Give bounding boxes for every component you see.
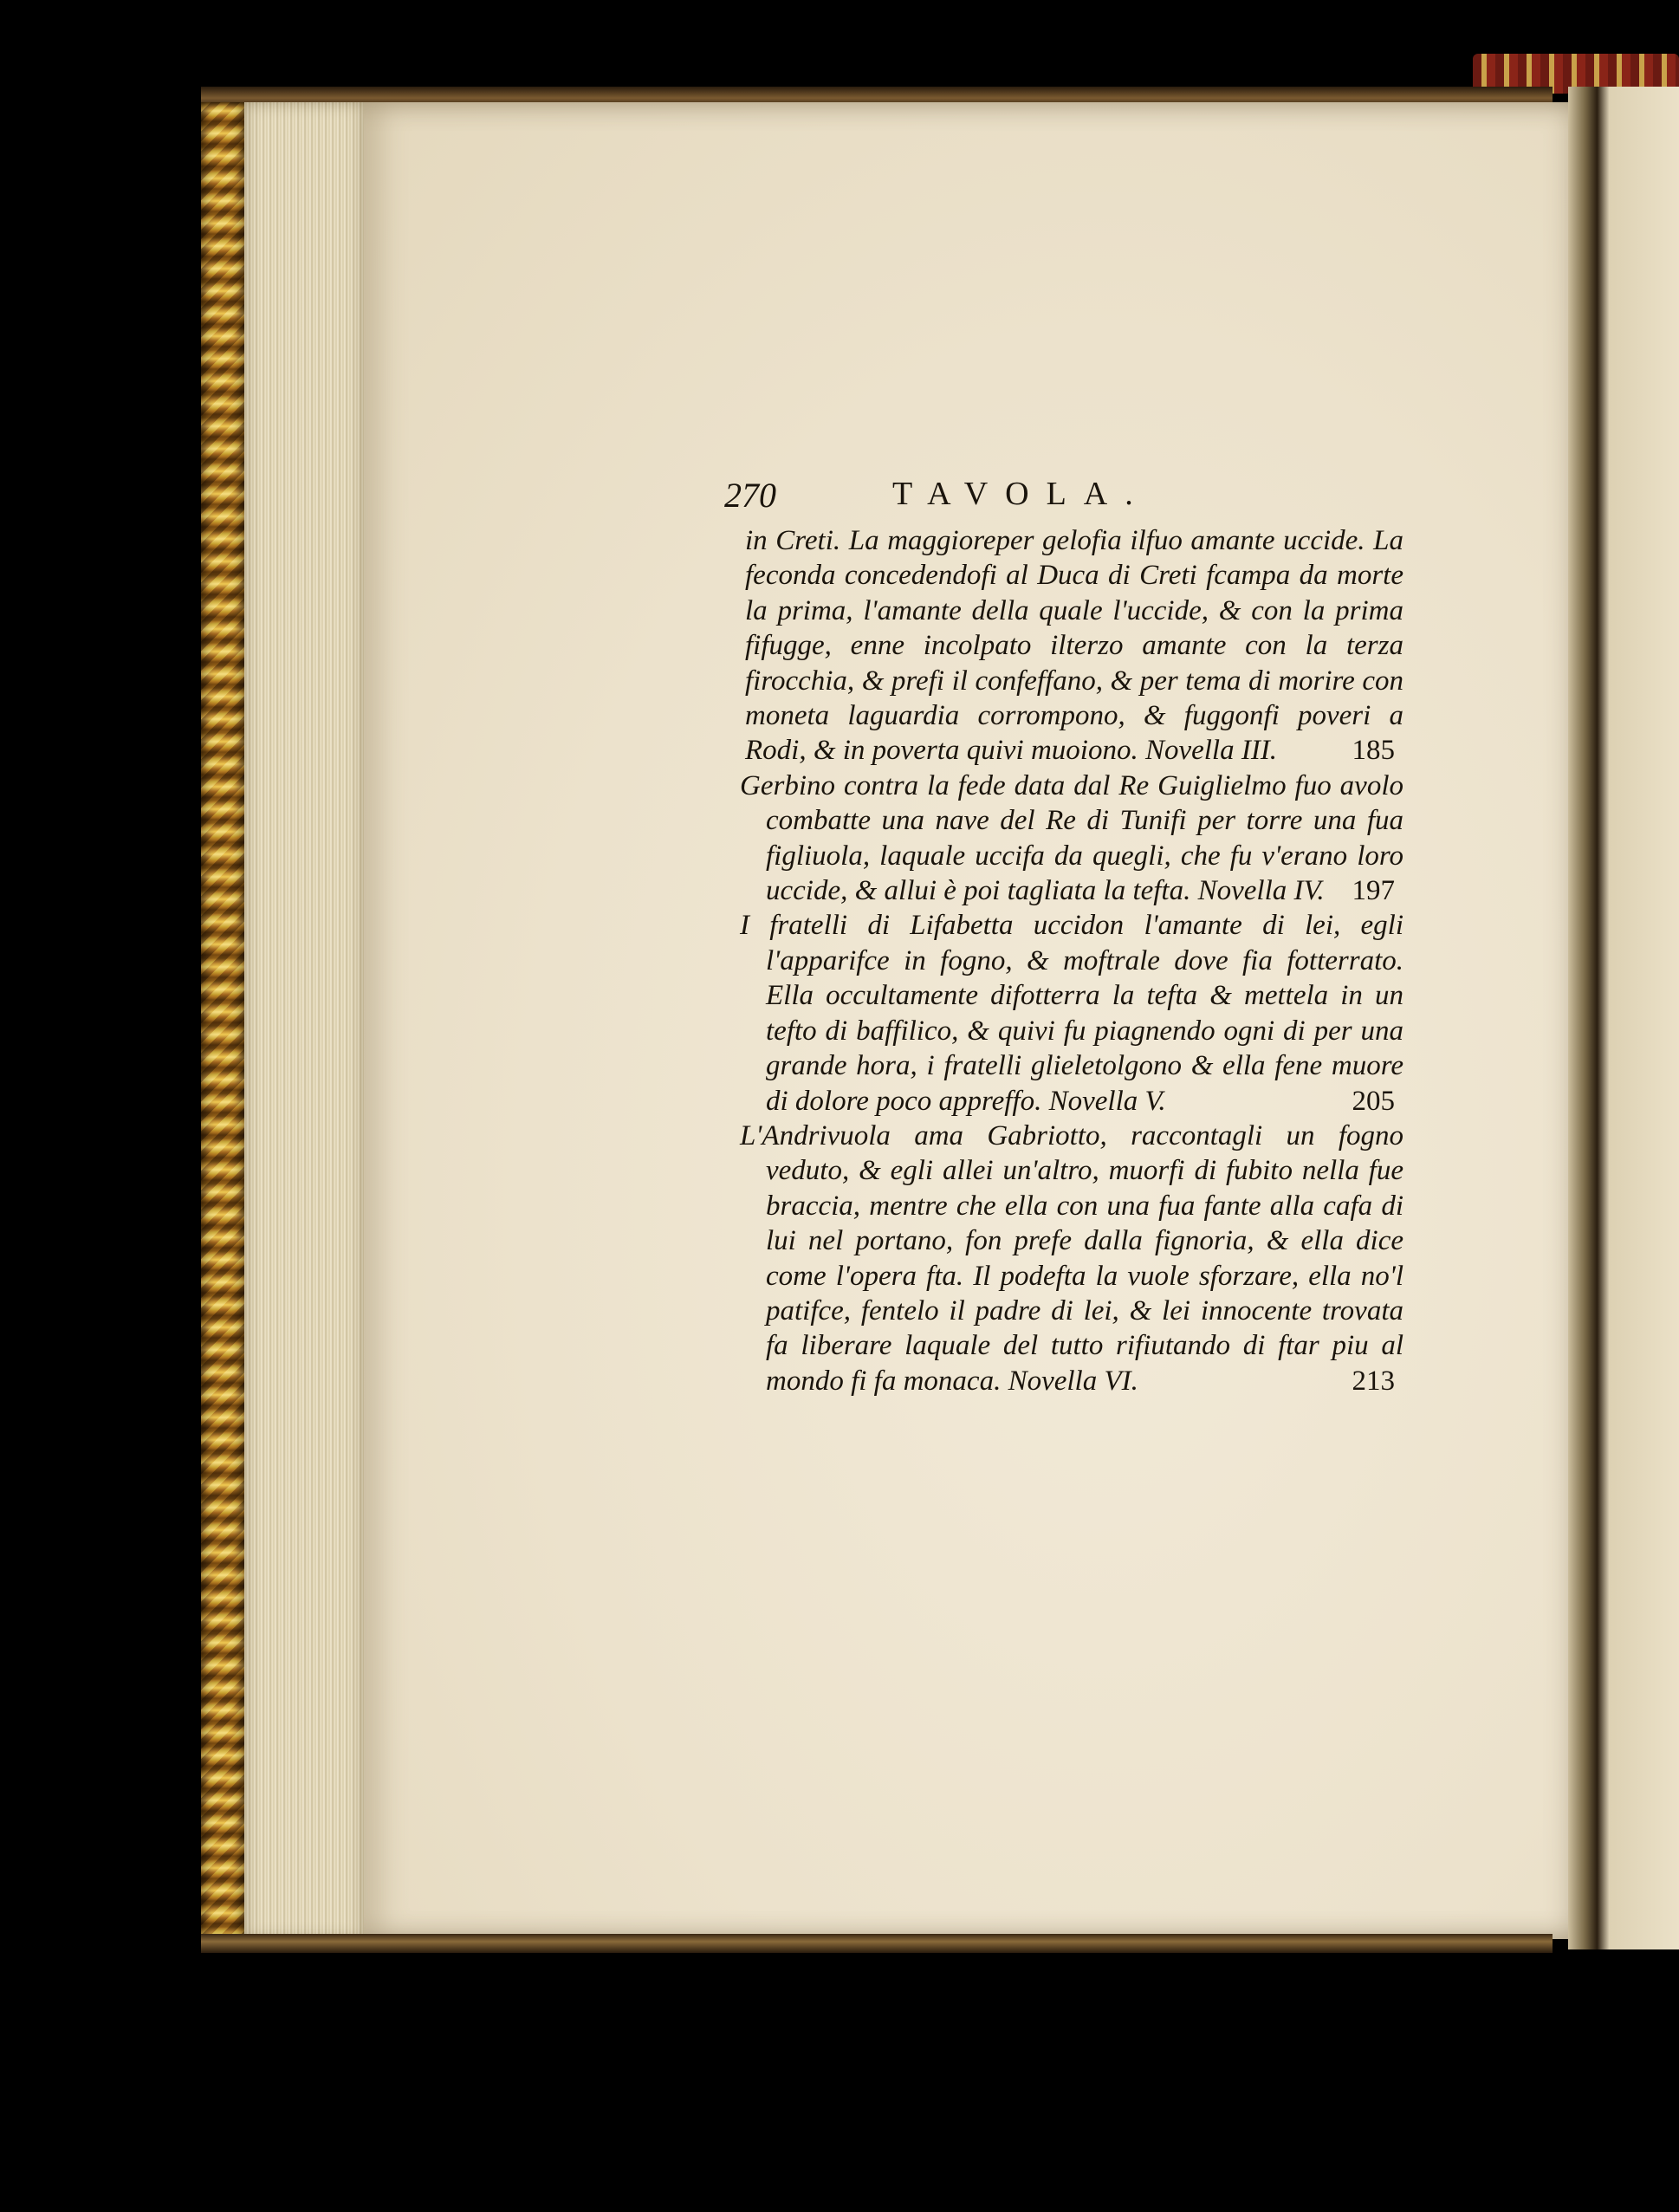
book-gutter <box>1568 87 1610 1949</box>
toc-entry-text: L'Andrivuola ama Gabriotto, raccontagli un fogno veduto, & egli allei un'altro, muorfi di fubito nella fue braccia, mentre che ella con una fua fante alla cafa di lui nel portano, fon prefe dalla fignoria, & ella dice come l'opera fta. Il podefta la vuole sforzare, ella no'l patifce, fentelo il padre di lei, & lei innocente trovata fa liberare laquale del tutto rifiutando di ftar piu al mondo fi fa monaca. Novella VI. <box>740 1119 1403 1397</box>
page-header <box>724 475 1403 523</box>
facing-page-edge <box>1610 87 1679 1949</box>
toc-entry <box>740 769 1403 909</box>
toc-entry <box>740 1119 1403 1398</box>
toc-page-ref: 197 <box>1352 875 1395 907</box>
toc-page-ref: 213 <box>1352 1365 1395 1397</box>
toc-entry <box>740 908 1403 1118</box>
toc-entry-text: Gerbino contra la fede data dal Re Guiglielmo fuo avolo combatte una nave del Re di Tunifi per torre una fua figliuola, laquale uccifa da quegli, che fu v'erano loro uccide, & allui è poi tagliata la tefta. Novella IV. <box>740 769 1403 907</box>
toc-entry <box>745 523 1403 769</box>
toc-page-ref: 205 <box>1352 1085 1395 1117</box>
running-title: TAVOLA. <box>892 476 1151 512</box>
page-number: 270 <box>724 476 776 515</box>
page-edges <box>244 102 364 1939</box>
gilded-pattern <box>201 102 244 1939</box>
toc-entry-text: I fratelli di Lifabetta uccidon l'amante di lei, egli l'apparifce in fogno, & moftrale dove fia fotterrato. Ella occultamente difotterra la tefta & mettela in un tefto di baffilico, & quivi fu piagnendo ogni di per una grande hora, i fratelli glieletolgono & ella fene muore di dolore poco appreffo. Novella V. <box>740 910 1403 1117</box>
toc-page-ref: 185 <box>1352 735 1395 767</box>
table-of-contents <box>724 475 1403 1398</box>
book-cover-bottom <box>201 1934 1553 1953</box>
gilded-book-edge <box>201 102 244 1939</box>
toc-entry-text: in Creti. La maggioreper gelofia ilfuo amante uccide. La feconda concedendofi al Duca di Creti fcampa da morte la prima, l'amante della quale l'uccide, & con la prima fifugge, enne incolpato ilterzo amante con la terza firocchia, & prefi il confeffano, & per tema di morire con moneta laguardia corrompono, & fuggonfi poveri a Rodi, & in poverta quivi muoiono. Novella III. <box>745 525 1403 767</box>
